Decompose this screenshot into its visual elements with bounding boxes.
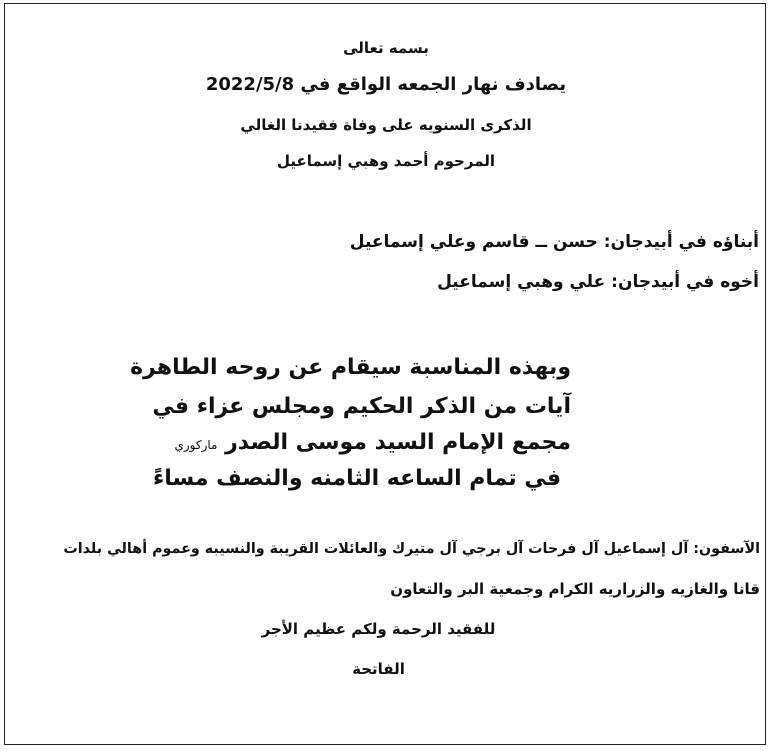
- header-deceased-name: المرحوم أحمد وهبي إسماعيل: [276, 152, 496, 170]
- ceremony-venue-location: ماركوري: [174, 438, 218, 452]
- ceremony-venue: مجمع الإمام السيد موسى الصدر: [225, 430, 571, 455]
- closing-condolence: للفقيد الرحمة ولكم عظيم الأجر: [261, 620, 496, 638]
- ceremony-line-2: آيات من الذكر الحكيم ومجلس عزاء في: [152, 394, 571, 419]
- sons-line: أبناؤه في أبيدجان: حسن ــ قاسم وعلي إسماعيل: [349, 232, 759, 252]
- header-anniversary-line: الذكرى السنويه على وفاة فقيدنا الغالي: [240, 116, 532, 134]
- header-date-line: يصادف نهار الجمعه الواقع في 2022/5/8: [205, 74, 567, 95]
- mourners-line-2: قانا والغازيه والزراريه الكرام وجمعية البر والتعاون: [390, 580, 760, 598]
- mourners-line-1: الآسفون: آل إسماعيل آل فرحات آل برجي آل متيرك والعائلات القريبة والنسيبه وعموم أهالي بلدات: [63, 541, 760, 557]
- brother-line: أخوه في أبيدجان: علي وهبي إسماعيل: [437, 272, 759, 292]
- ceremony-line-3: [174, 430, 571, 455]
- closing-fatiha: الفاتحة: [352, 660, 405, 678]
- ceremony-line-4: في تمام الساعه الثامنه والنصف مساءً: [152, 466, 561, 491]
- ceremony-line-1: وبهذه المناسبة سيقام عن روحه الطاهرة: [130, 355, 571, 380]
- header-basmala: بسمه تعالى: [343, 39, 429, 57]
